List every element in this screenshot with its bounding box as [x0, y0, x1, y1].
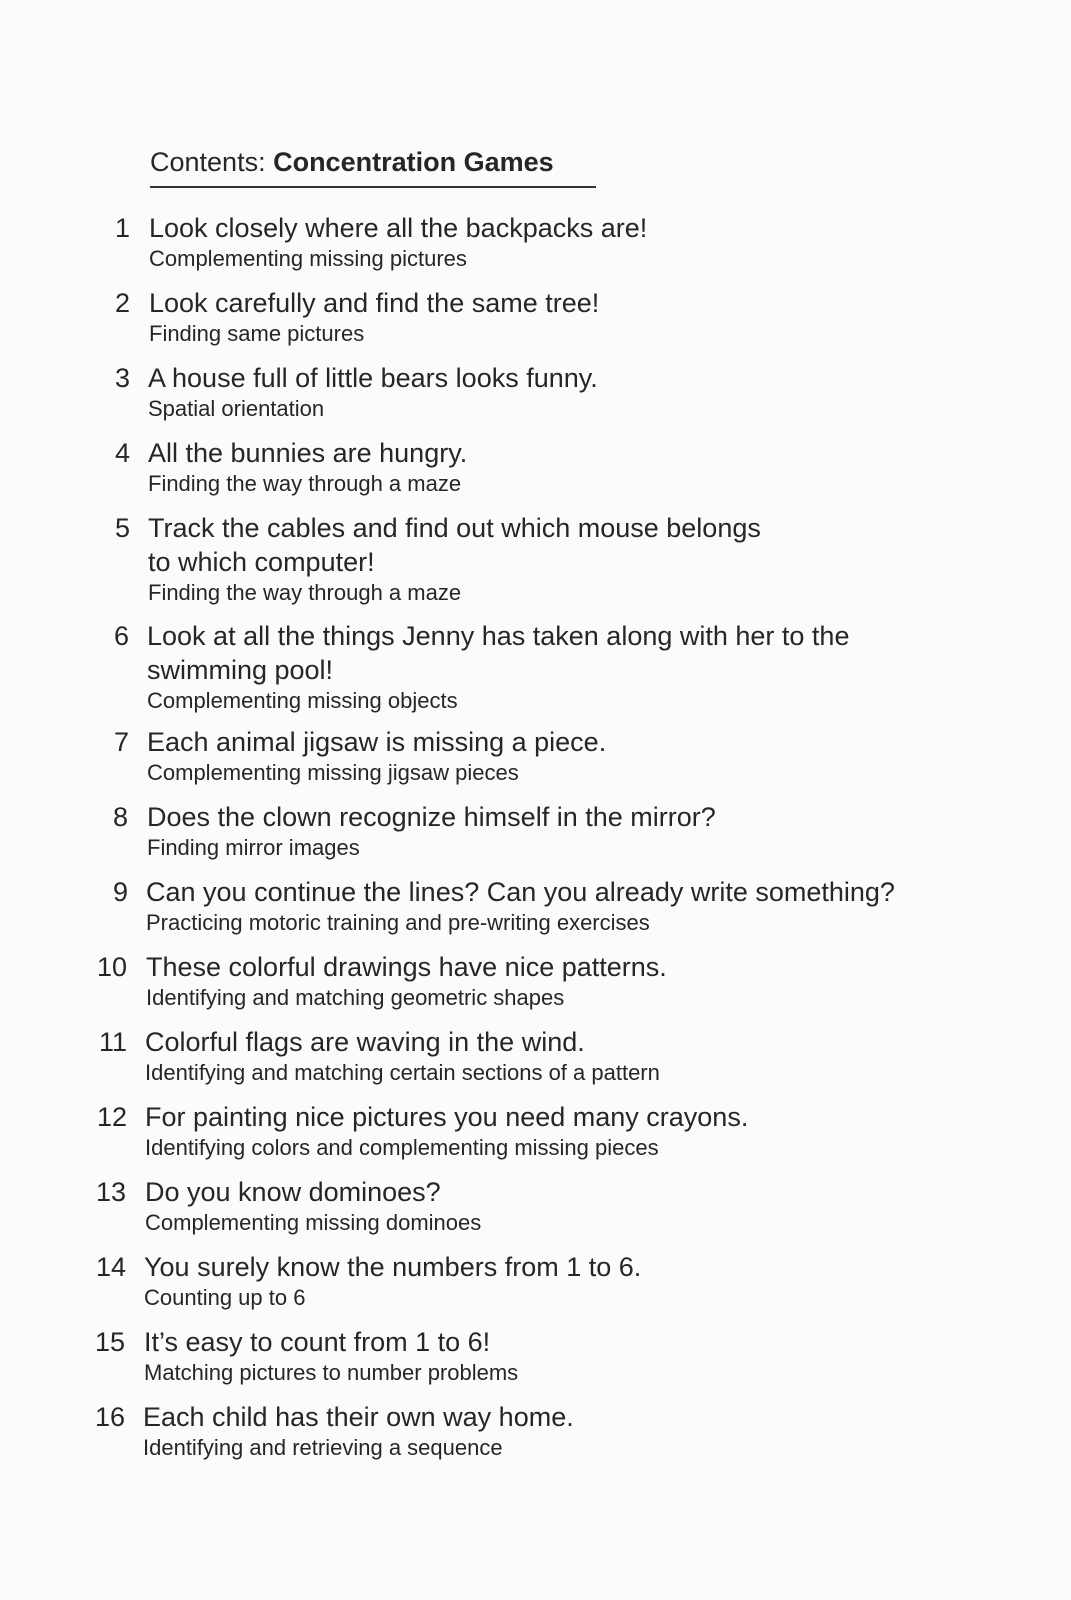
title-prefix: Contents:	[150, 147, 274, 177]
entry-title: You surely know the numbers from 1 to 6.	[144, 1252, 642, 1282]
title-underline	[150, 186, 596, 188]
entry-number: 6	[113, 621, 129, 651]
title-text: Concentration Games	[273, 147, 554, 177]
entry-title: For painting nice pictures you need many crayons.	[145, 1102, 749, 1132]
entry-title: Look carefully and find the same tree!	[149, 288, 600, 318]
entry-subtitle: Complementing missing objects	[147, 688, 458, 713]
entry-number: 12	[96, 1102, 127, 1132]
entry-number: 10	[96, 952, 127, 982]
entry-number: 9	[112, 877, 128, 907]
entry-number: 3	[114, 363, 130, 393]
entry-title: Can you continue the lines? Can you already write something?	[146, 877, 895, 907]
entry-subtitle: Complementing missing dominoes	[145, 1210, 482, 1235]
entry-subtitle: Identifying and retrieving a sequence	[143, 1435, 503, 1460]
entry-number: 11	[98, 1027, 127, 1057]
entry-title: All the bunnies are hungry.	[148, 438, 468, 468]
entry-title: Does the clown recognize himself in the mirror?	[147, 802, 716, 832]
entry-number: 4	[114, 438, 130, 468]
entry-title: It’s easy to count from 1 to 6!	[144, 1327, 491, 1357]
entry-subtitle: Complementing missing pictures	[149, 246, 467, 271]
entry-subtitle: Counting up to 6	[144, 1285, 306, 1310]
entry-subtitle: Finding same pictures	[149, 321, 365, 346]
entry-title: Look closely where all the backpacks are!	[149, 213, 648, 243]
entry-title: Do you know dominoes?	[145, 1177, 441, 1207]
entry-subtitle: Matching pictures to number problems	[144, 1360, 519, 1385]
entry-number: 2	[114, 288, 130, 318]
entry-subtitle: Complementing missing jigsaw pieces	[147, 760, 519, 785]
entry-title: Colorful flags are waving in the wind.	[145, 1027, 585, 1057]
entry-subtitle: Identifying and matching certain sections of a pattern	[145, 1060, 660, 1085]
entry-title: Look at all the things Jenny has taken along with her to the swimming pool!	[147, 621, 850, 685]
entry-subtitle: Practicing motoric training and pre-writing exercises	[146, 910, 650, 935]
page-title	[150, 146, 554, 178]
entry-title: A house full of little bears looks funny.	[148, 363, 598, 393]
entry-number: 5	[114, 513, 130, 543]
entry-number: 8	[112, 802, 128, 832]
entry-subtitle: Identifying and matching geometric shapes	[146, 985, 565, 1010]
entry-subtitle: Finding the way through a maze	[148, 580, 462, 605]
entry-subtitle: Finding the way through a maze	[148, 471, 462, 496]
entry-number: 1	[114, 213, 130, 243]
entry-subtitle: Identifying colors and complementing missing pieces	[145, 1135, 659, 1160]
entry-number: 14	[95, 1252, 126, 1282]
entry-title: Each child has their own way home.	[143, 1402, 574, 1432]
entry-title: These colorful drawings have nice patterns.	[146, 952, 667, 982]
entry-number: 15	[94, 1327, 125, 1357]
entry-number: 16	[94, 1402, 125, 1432]
entry-number: 7	[113, 727, 129, 757]
entry-title: Track the cables and find out which mouse belongs to which computer!	[148, 513, 761, 577]
entry-number: 13	[95, 1177, 126, 1207]
entry-subtitle: Spatial orientation	[148, 396, 325, 421]
entry-title: Each animal jigsaw is missing a piece.	[147, 727, 607, 757]
entry-subtitle: Finding mirror images	[147, 835, 360, 860]
